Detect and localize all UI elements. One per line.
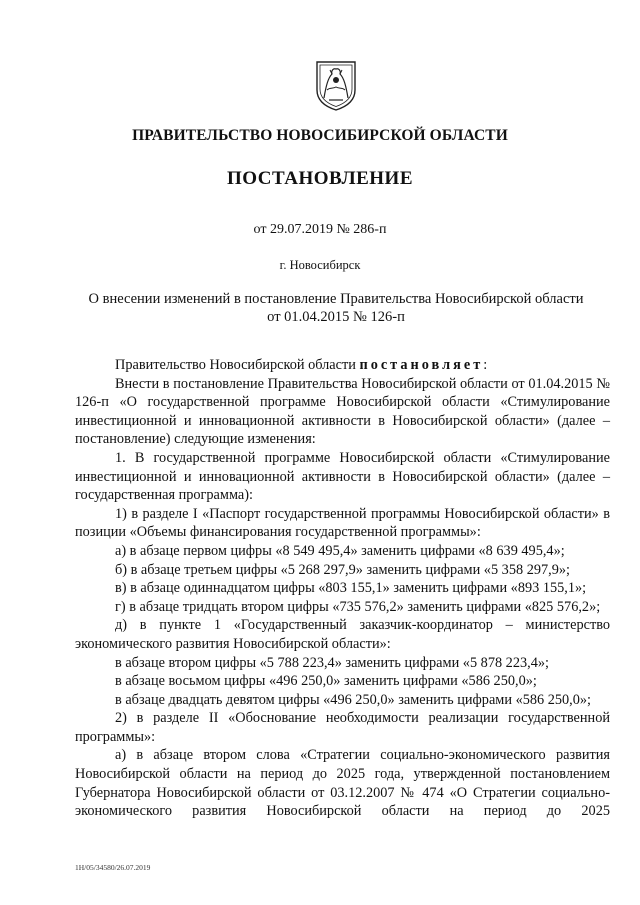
body-paragraph: в абзаце двадцать девятом цифры «496 250,0» заменить цифрами «586 250,0»; xyxy=(115,691,592,708)
subject-line-2: от 01.04.2015 № 126-п xyxy=(267,309,405,325)
body-paragraph: б) в абзаце третьем цифры «5 268 297,9» заменить цифрами «5 358 297,9»; xyxy=(115,561,570,578)
decree-word: постановляет xyxy=(359,357,484,373)
body-paragraph: а) в абзаце первом цифры «8 549 495,4» заменить цифрами «8 639 495,4»; xyxy=(115,542,565,559)
document-body xyxy=(75,356,610,821)
body-paragraph: а) в абзаце втором слова «Стратегии социально-экономического развития Новосибирской области на период до 2025 года, утвержденной постановлением Губернатора Новосибирской области от 03.12.2007 № 474 «О Стратегии социально-экономического развития Новосибирской области на период до 2025 xyxy=(75,747,610,820)
preamble-colon: : xyxy=(483,357,488,373)
body-paragraph: 2) в разделе II «Обоснование необходимости реализации государственной программы»: xyxy=(75,710,610,745)
body-paragraph: в) в абзаце одиннадцатом цифры «803 155,1» заменить цифрами «893 155,1»; xyxy=(115,580,587,597)
body-paragraph xyxy=(75,356,610,375)
city-line: г. Новосибирск xyxy=(279,258,361,272)
body-paragraph: в абзаце восьмом цифры «496 250,0» заменить цифрами «586 250,0»; xyxy=(115,673,537,690)
preamble-text: Правительство Новосибирской области xyxy=(115,357,360,373)
body-paragraph: д) в пункте 1 «Государственный заказчик-координатор – министерство экономического развития Новосибирской области»: xyxy=(75,617,610,652)
organization-heading: ПРАВИТЕЛЬСТВО НОВОСИБИРСКОЙ ОБЛАСТИ xyxy=(132,127,508,144)
body-paragraph: 1) в разделе I «Паспорт государственной программы Новосибирской области» в позиции «Объемы финансирования государственной программы»: xyxy=(75,505,610,541)
document-subject xyxy=(70,290,602,326)
subject-line-1: О внесении изменений в постановление Правительства Новосибирской области xyxy=(88,291,584,307)
body-paragraph: Внести в постановление Правительства Новосибирской области от 01.04.2015 № 126-п «О государственной программе Новосибирской области «Стимулирование инвестиционной и инновационной активности в Новосибирской области» (далее – постановление) следующие изменения: xyxy=(75,375,610,448)
footer-code: 1Н/05/34580/26.07.2019 xyxy=(75,863,151,872)
body-paragraph: 1. В государственной программе Новосибирской области «Стимулирование инвестиционной и инновационной активности в Новосибирской области» (далее – государственная программа): xyxy=(75,449,610,504)
body-paragraph: г) в абзаце тридцать втором цифры «735 576,2» заменить цифрами «825 576,2»; xyxy=(115,598,601,615)
document-title: ПОСТАНОВЛЕНИЕ xyxy=(226,168,414,189)
date-number-line: от 29.07.2019 № 286-п xyxy=(253,222,387,237)
coat-of-arms-icon xyxy=(314,60,358,112)
body-paragraph: в абзаце втором цифры «5 788 223,4» заменить цифрами «5 878 223,4»; xyxy=(115,654,549,671)
